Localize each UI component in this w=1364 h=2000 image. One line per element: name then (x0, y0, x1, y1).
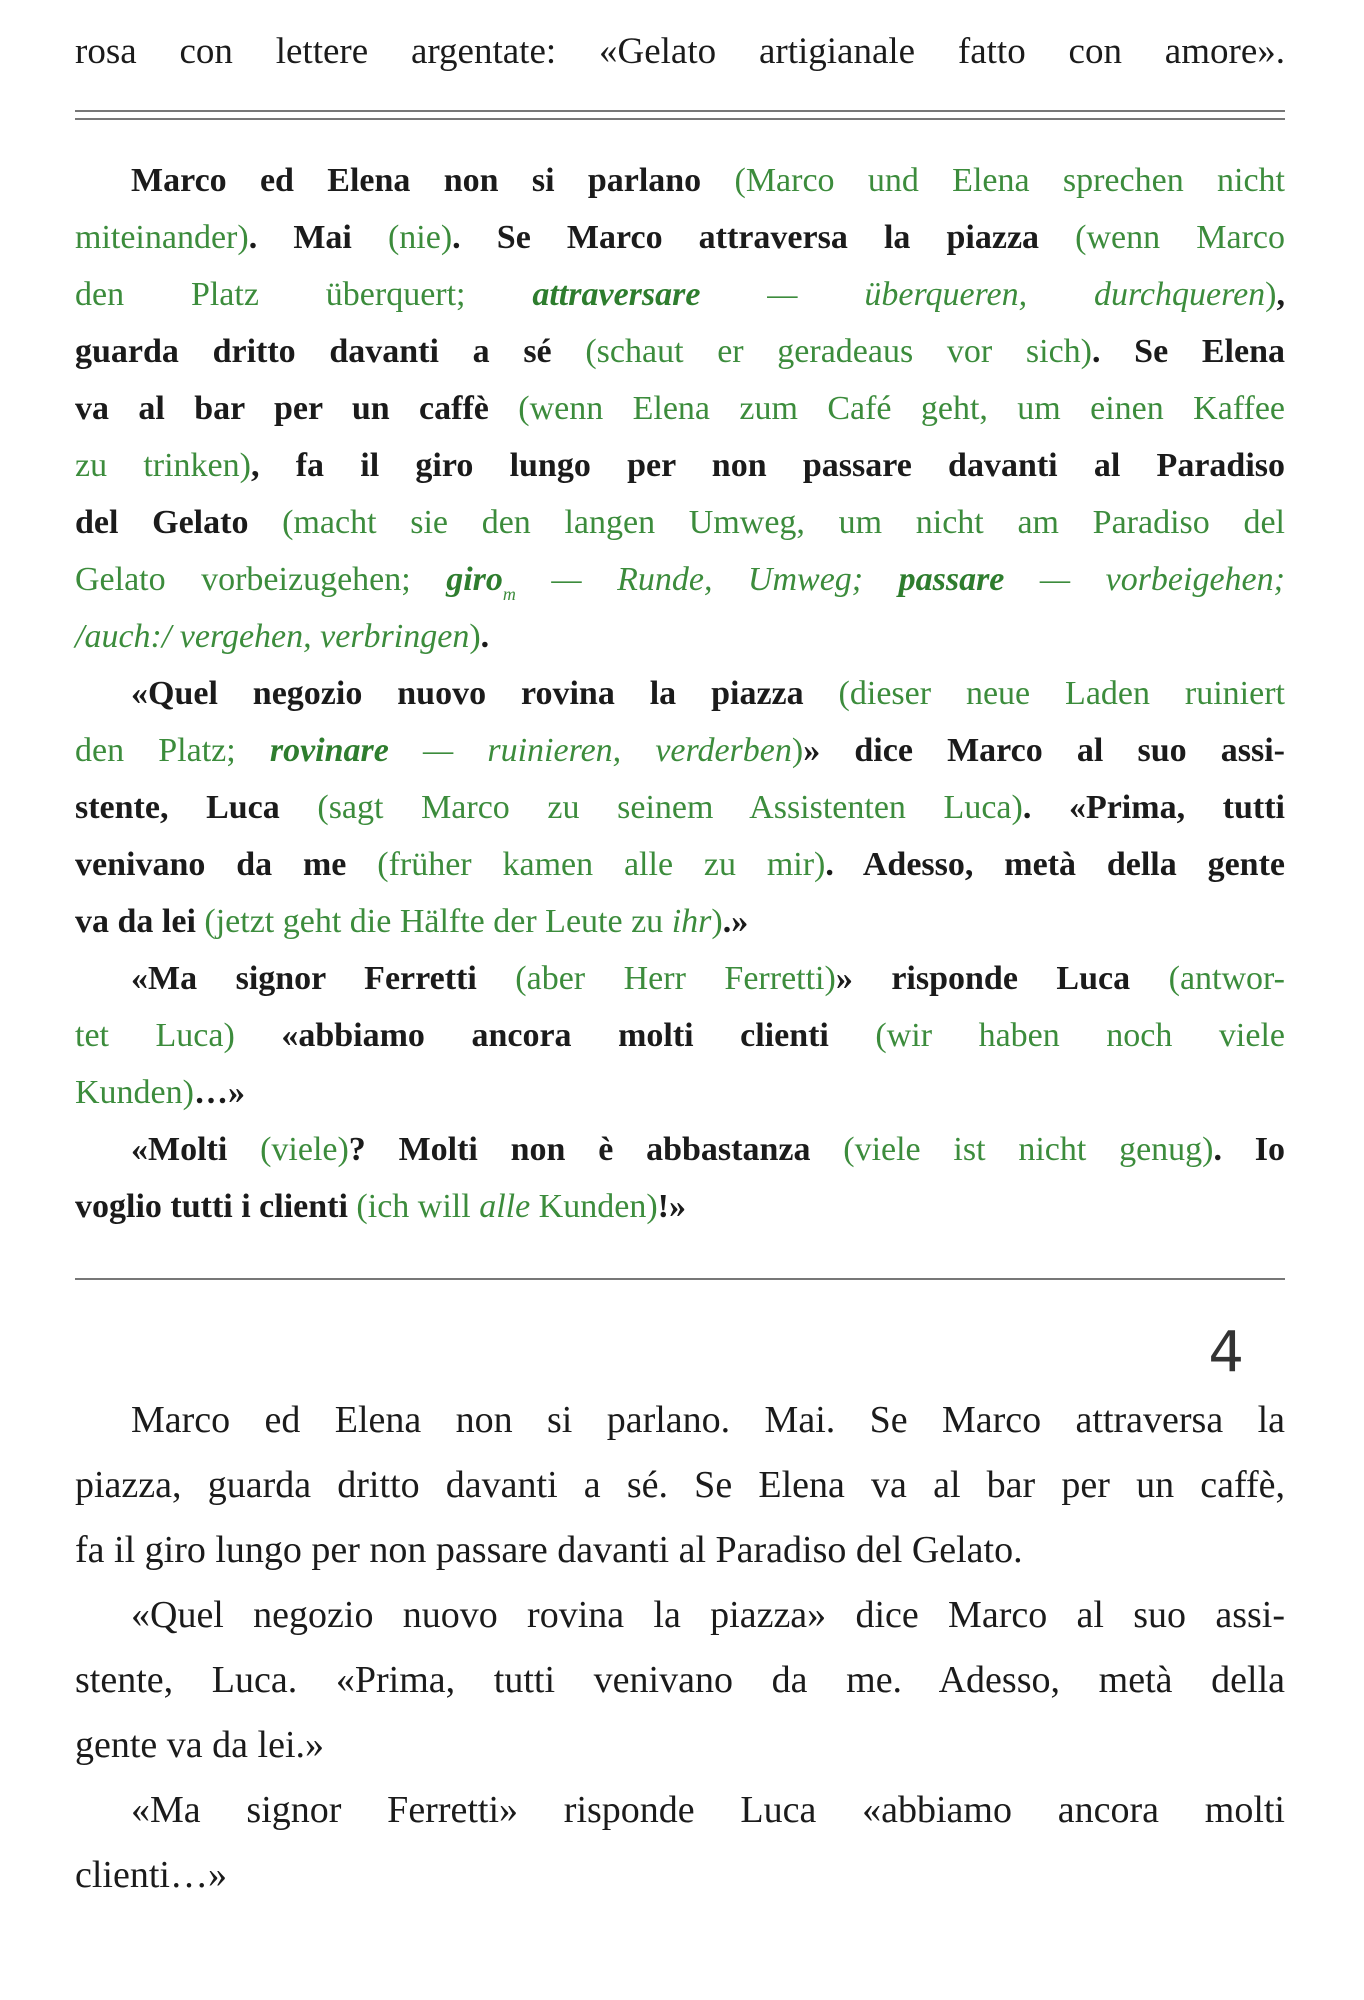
annotated-line: Marco ed Elena non si parlano (Marco und Elena sprechen nicht (131, 162, 1286, 199)
annotated-line: va da lei (jetzt geht die Hälfte der Leute zu ihr).» (75, 903, 749, 940)
annotated-line: /auch:/ vergehen, verbringen). (75, 618, 490, 655)
section-divider (75, 1278, 1285, 1280)
annotated-line: «Molti (viele)? Molti non è abbastanza (viele ist nicht genug). Io (131, 1131, 1285, 1168)
annotated-line: «Ma signor Ferretti (aber Herr Ferretti)» risponde Luca (antwor- (131, 960, 1286, 997)
plain-line: fa il giro lungo per non passare davanti al Paradiso del Gelato. (75, 1529, 1023, 1571)
intro-line: rosa con lettere argentate: «Gelato artigianale fatto con amore». (75, 31, 1285, 72)
plain-line: «Ma signor Ferretti» risponde Luca «abbiamo ancora molti (131, 1789, 1285, 1831)
plain-line: «Quel negozio nuovo rovina la piazza» dice Marco al suo assi- (131, 1594, 1285, 1636)
plain-line: gente va da lei.» (75, 1724, 325, 1766)
annotated-line: den Platz überquert; attraversare — überqueren, durchqueren), (75, 276, 1285, 313)
annotated-line: guarda dritto davanti a sé (schaut er geradeaus vor sich). Se Elena (75, 333, 1285, 370)
annotated-line: Gelato vorbeizugehen; giro$_m$ — Runde, Umweg; passare — vorbeigehen; (75, 561, 1285, 604)
plain-line: clienti…» (75, 1854, 227, 1896)
annotated-line: «Quel negozio nuovo rovina la piazza (dieser neue Laden ruiniert (131, 675, 1285, 712)
annotated-line: venivano da me (früher kamen alle zu mir). Adesso, metà della gente (75, 846, 1285, 883)
annotated-line: va al bar per un caffè (wenn Elena zum Café geht, um einen Kaffee (75, 390, 1285, 427)
annotated-line: Kunden)…» (75, 1074, 245, 1111)
plain-line: stente, Luca. «Prima, tutti venivano da me. Adesso, metà della (75, 1659, 1285, 1701)
annotated-line: den Platz; rovinare — ruinieren, verderben)» dice Marco al suo assi- (75, 732, 1286, 769)
plain-line: piazza, guarda dritto davanti a sé. Se Elena va al bar per un caffè, (75, 1464, 1285, 1506)
annotated-line: stente, Luca (sagt Marco zu seinem Assistenten Luca). «Prima, tutti (75, 789, 1286, 826)
annotated-line: voglio tutti i clienti (ich will alle Kunden)!» (75, 1188, 686, 1225)
chapter-number: 4 (1208, 1320, 1244, 1385)
annotated-line: miteinander). Mai (nie). Se Marco attraversa la piazza (wenn Marco (75, 219, 1285, 256)
annotated-line: zu trinken), fa il giro lungo per non passare davanti al Paradiso (75, 447, 1285, 484)
annotated-line: tet Luca) «abbiamo ancora molti clienti (wir haben noch viele (75, 1017, 1286, 1054)
annotated-line: del Gelato (macht sie den langen Umweg, um nicht am Paradiso del (75, 504, 1285, 541)
double-divider (75, 110, 1285, 120)
plain-line: Marco ed Elena non si parlano. Mai. Se Marco attraversa la (131, 1399, 1285, 1441)
